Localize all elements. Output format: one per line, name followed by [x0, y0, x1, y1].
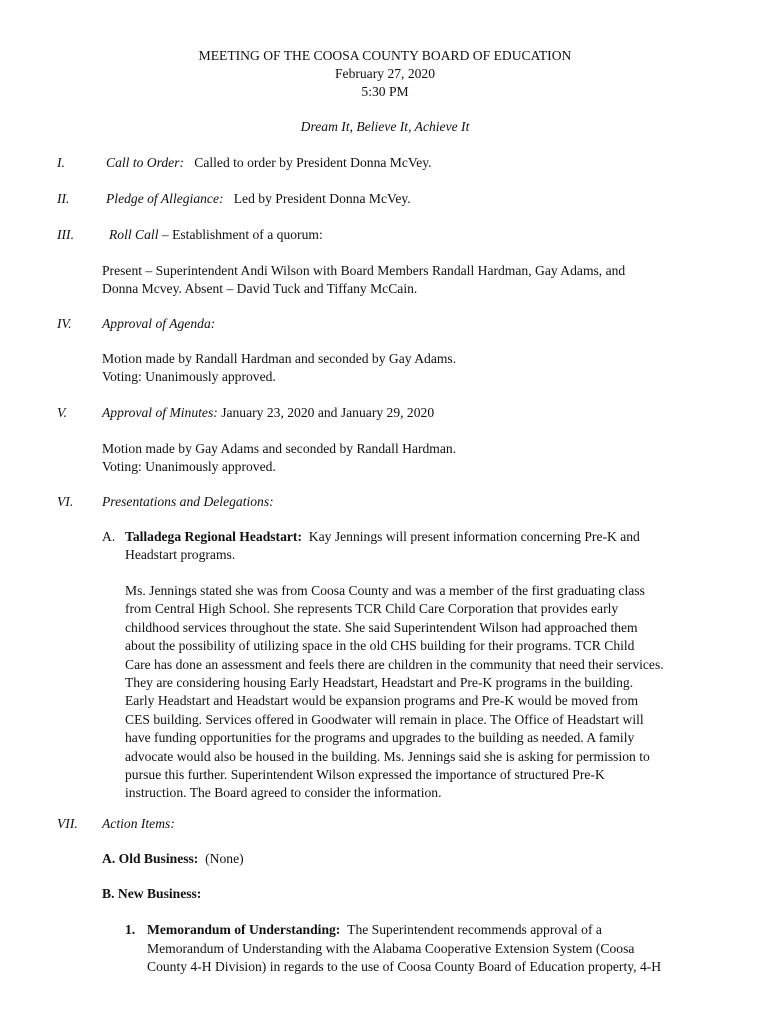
body-line: from Central High School. She represents TCR Child Care Corporation that provides early: [125, 601, 619, 617]
body-line: Motion made by Gay Adams and seconded by Randall Hardman.: [102, 441, 457, 456]
mou-body: [147, 940, 661, 977]
body-line: County 4-H Division) in regards to the use of Coosa County Board of Education property, 4-H: [147, 959, 662, 975]
subsection-heading: Talladega Regional Headstart:: [125, 529, 302, 544]
list-letter: A.: [102, 851, 116, 866]
subsection-heading: New Business:: [117, 886, 202, 901]
motto: Dream It, Believe It, Achieve It: [300, 119, 470, 134]
section-label: Pledge of Allegiance:: [106, 191, 224, 206]
body-line: pursue this further. Superintendent Wilson expressed the importance of structured Pre-K: [125, 767, 605, 783]
body-line: advocate would also be housed in the building. Ms. Jennings said she is asking for permission to: [125, 748, 650, 764]
old-business-line: [102, 851, 244, 867]
body-line: about the possibility of utilizing space in the old CHS building for their programs. TCR Child: [125, 638, 635, 654]
new-business-line: [102, 886, 201, 902]
section-number: V.: [57, 405, 67, 420]
subsection-text: (None): [205, 851, 244, 866]
body-line: childhood services throughout the state. She said Superintendent Wilson had approached them: [125, 619, 638, 635]
meeting-time: 5:30 PM: [361, 84, 409, 99]
agenda-body: [102, 350, 456, 387]
body-line: Memorandum of Understanding with the Alabama Cooperative Extension System (Coosa: [147, 941, 635, 956]
body-line: Ms. Jennings stated she was from Coosa County and was a member of the first graduating class: [125, 583, 645, 598]
section-label: Call to Order:: [106, 155, 185, 170]
subsection-heading: Memorandum of Understanding:: [147, 922, 341, 937]
body-line: instruction. The Board agreed to consider the information.: [125, 785, 442, 801]
body-line: Voting: Unanimously approved.: [102, 369, 276, 385]
roll-call-body: [102, 262, 625, 299]
section-number: III.: [57, 227, 74, 242]
body-line: They are considering housing Early Headstart, Headstart and Pre-K programs in the building.: [125, 675, 634, 691]
subsection-text: The Superintendent recommends approval of a: [347, 922, 602, 937]
section-label: Action Items:: [102, 816, 175, 831]
section-roll-call: [109, 227, 323, 243]
list-number: 1.: [125, 922, 136, 937]
body-line: Present – Superintendent Andi Wilson with Board Members Randall Hardman, Gay Adams, and: [102, 263, 626, 278]
headstart-heading-line: [125, 529, 640, 545]
section-number: VI.: [57, 494, 74, 509]
section-label: Approval of Minutes:: [102, 405, 218, 420]
list-letter: A.: [102, 529, 116, 544]
section-number: II.: [57, 191, 70, 206]
section-label: Approval of Agenda:: [102, 316, 216, 331]
minutes-body: [102, 440, 456, 477]
body-line: Voting: Unanimously approved.: [102, 459, 276, 475]
body-line: Early Headstart and Headstart would be expansion programs and Pre-K would be moved from: [125, 693, 639, 709]
meeting-date: February 27, 2020: [334, 66, 436, 81]
section-text: January 23, 2020 and January 29, 2020: [221, 405, 435, 420]
body-line: Donna Mcvey. Absent – David Tuck and Tiffany McCain.: [102, 281, 418, 297]
body-line: Motion made by Randall Hardman and seconded by Gay Adams.: [102, 351, 457, 366]
body-line: Care has done an assessment and feels there are children in the community that need their services.: [125, 656, 664, 672]
section-text: Called to order by President Donna McVey.: [194, 155, 432, 170]
section-number: IV.: [57, 316, 72, 331]
subsection-heading: Old Business:: [118, 851, 199, 866]
headstart-body: [125, 582, 664, 803]
section-pledge: [106, 191, 411, 207]
section-number: I.: [57, 155, 65, 170]
section-label: Presentations and Delegations:: [102, 494, 274, 509]
section-label: Roll Call: [109, 227, 159, 242]
body-line: have funding opportunities for the programs and upgrades to the building as needed. A family: [125, 730, 635, 746]
subsection-text: Kay Jennings will present information concerning Pre-K and: [308, 529, 640, 544]
section-call-to-order: [106, 155, 432, 171]
body-line: CES building. Services offered in Goodwater will remain in place. The Office of Headstart will: [125, 711, 644, 727]
list-letter: B.: [102, 886, 115, 901]
mou-heading-line: [147, 922, 602, 938]
section-minutes: [102, 405, 434, 421]
meeting-title: MEETING OF THE COOSA COUNTY BOARD OF EDUCATION: [198, 48, 572, 63]
subsection-text-cont: Headstart programs.: [125, 547, 236, 562]
section-number: VII.: [57, 816, 78, 831]
section-text: – Establishment of a quorum:: [158, 227, 323, 242]
section-text: Led by President Donna McVey.: [233, 191, 411, 206]
